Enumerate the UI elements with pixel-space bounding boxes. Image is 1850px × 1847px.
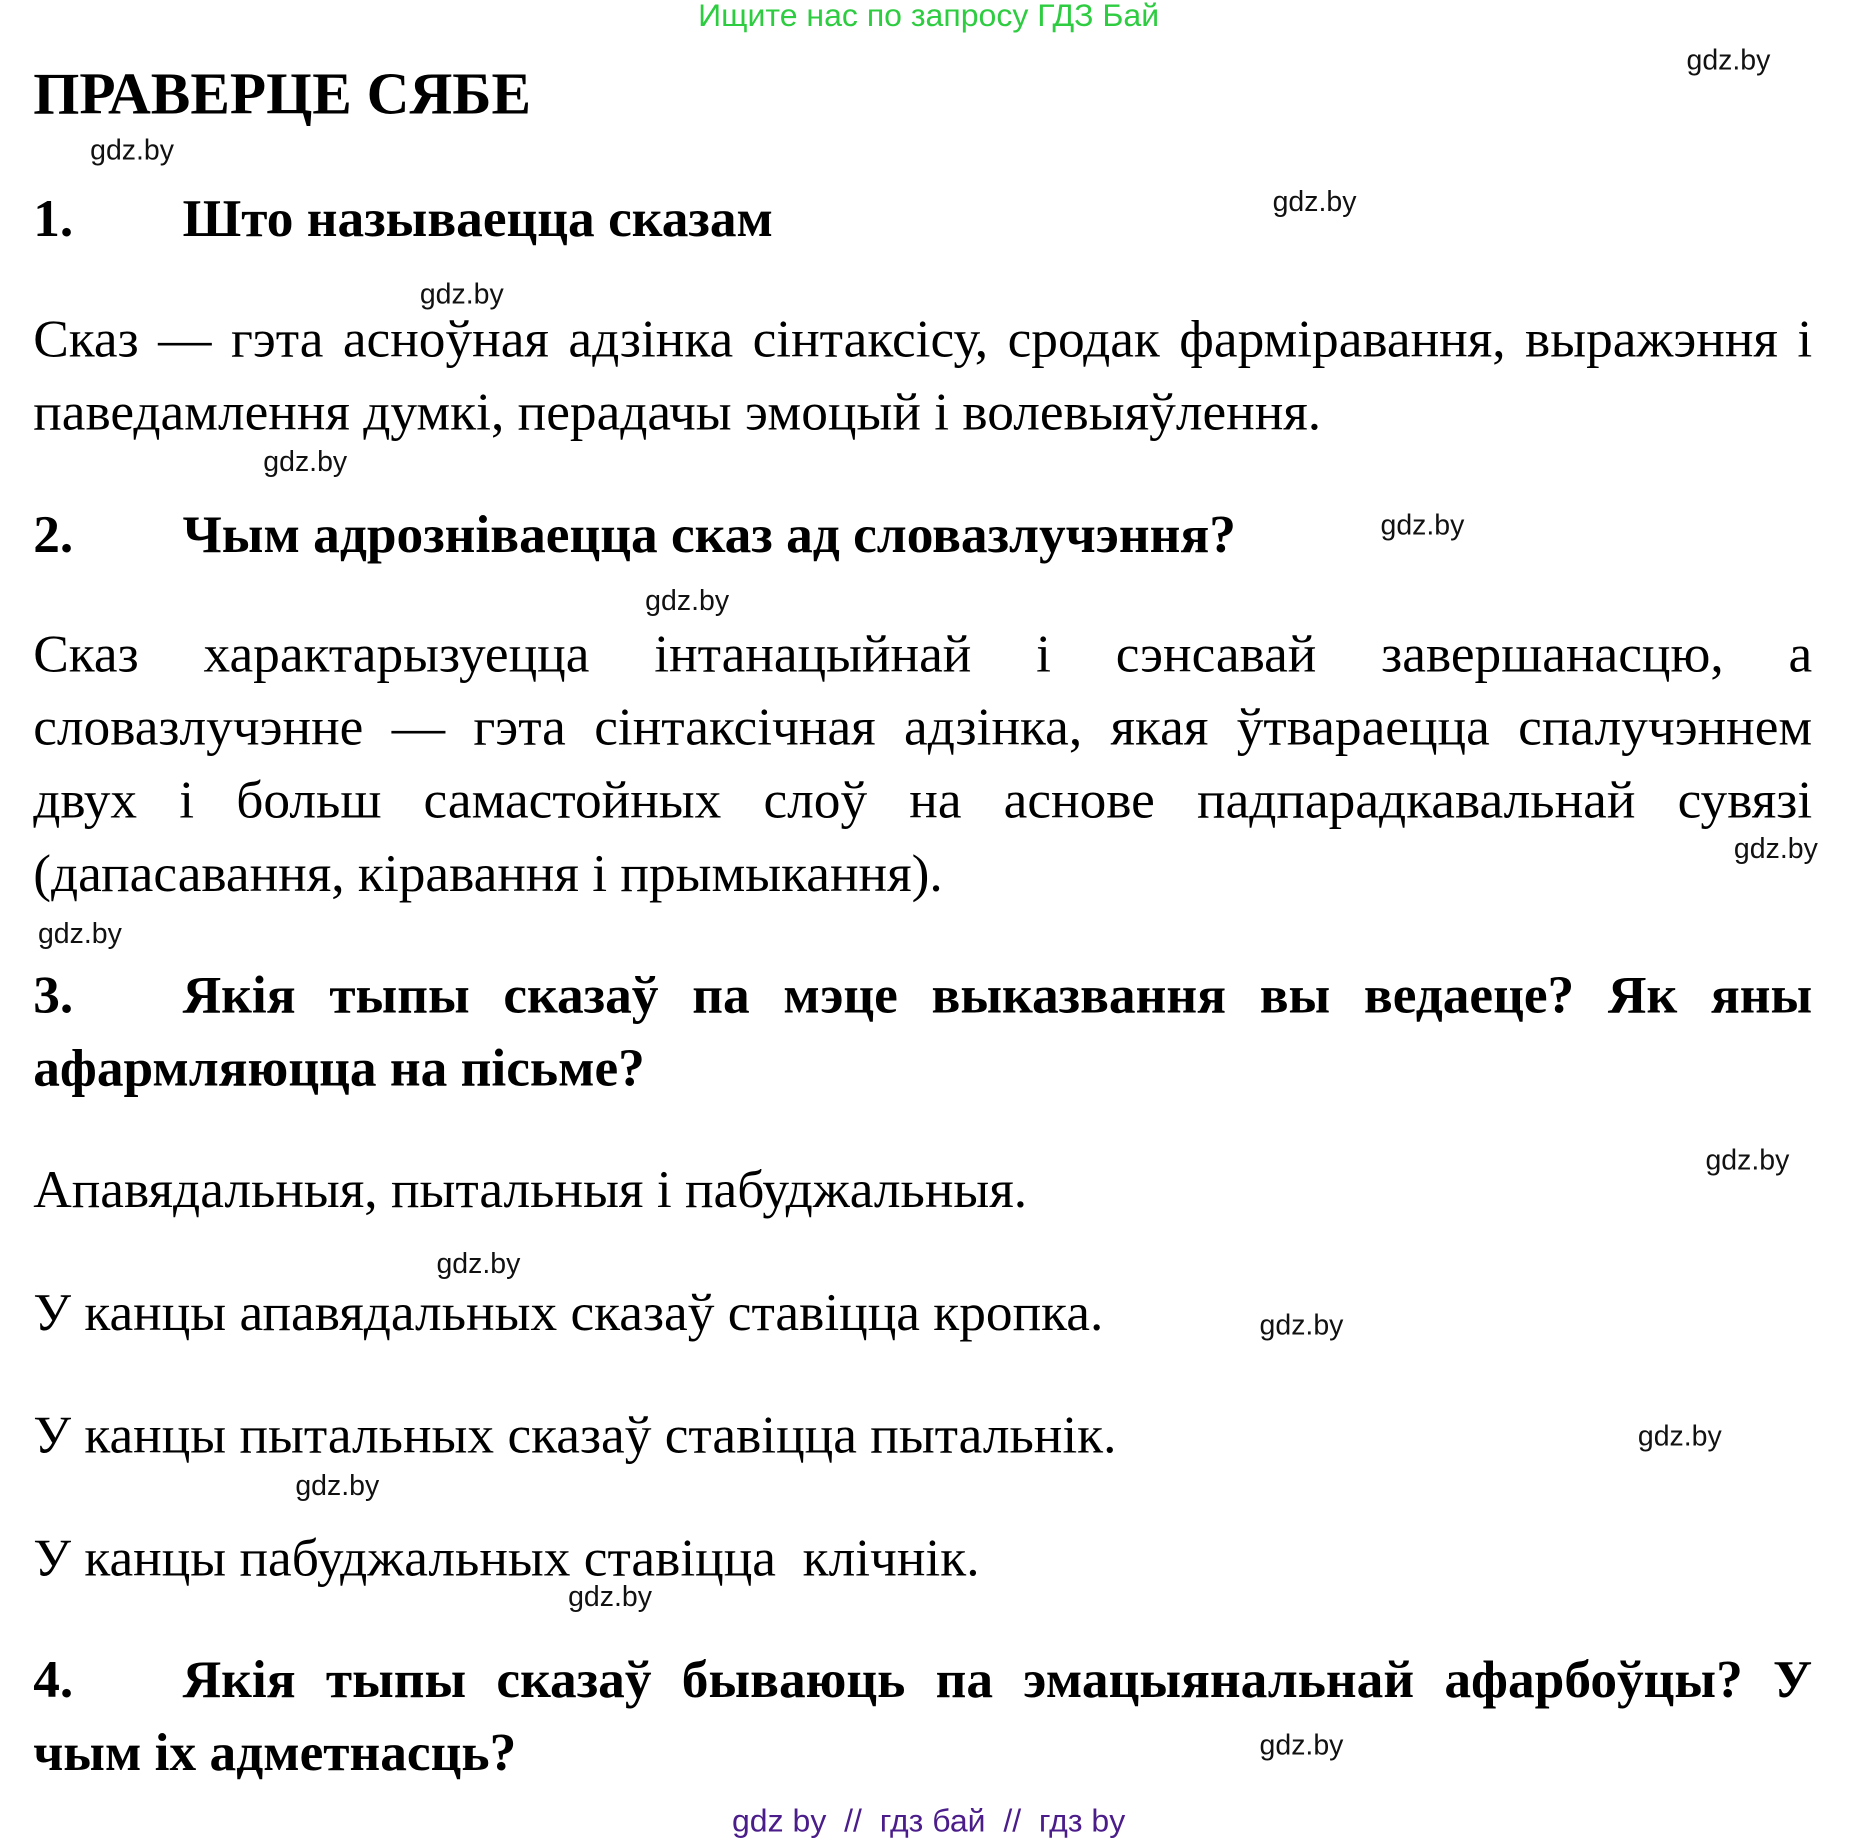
watermark: gdz.by bbox=[1259, 1729, 1344, 1762]
watermark: gdz.by bbox=[1733, 833, 1818, 865]
answer-3c: У канцы пытальных сказаў ставіцца пытальнік. bbox=[33, 1405, 1117, 1465]
answer-3b: У канцы апавядальных сказаў ставіцца кропка. bbox=[33, 1282, 1104, 1342]
watermark: gdz.by bbox=[263, 446, 348, 478]
page-title: ПРАВЕРЦЕ СЯБЕ bbox=[33, 60, 532, 127]
watermark: gdz.by bbox=[645, 585, 730, 618]
watermark: gdz.by bbox=[1380, 509, 1465, 542]
answer-1: Сказ — гэта асноўная адзінка сінтаксісу, сродак фарміравання, выражэння і паведамлення думкі, перадачы эмоцый і волевыяўлення. bbox=[33, 309, 1813, 442]
watermark: gdz.by bbox=[1272, 186, 1357, 219]
question-3: 3. Якія тыпы сказаў па мэце выказвання вы ведаеце? Як яны афармляюцца на пісьме? bbox=[33, 965, 1813, 1098]
answer-3a: Апавядальныя, пытальныя і пабуджальныя. bbox=[33, 1159, 1028, 1219]
watermark: gdz.by bbox=[436, 1248, 521, 1281]
footer-links[interactable]: gdz by // гдз бай // гдз by bbox=[732, 1803, 1126, 1839]
question-4: 4. Якія тыпы сказаў бываюць па эмацыянальнай афарбоўцы? У чым іх адметнасць? bbox=[33, 1649, 1813, 1782]
watermark: gdz.by bbox=[90, 134, 175, 167]
question-2: 2. Чым адрозніваецца сказ ад словазлучэння? bbox=[33, 505, 1236, 565]
question-1: 1. Што называецца сказам bbox=[33, 188, 773, 248]
answer-3d: У канцы пабуджальных ставіцца клічнік. bbox=[33, 1528, 980, 1588]
watermark: gdz.by bbox=[1637, 1420, 1722, 1453]
watermark: gdz.by bbox=[1259, 1309, 1344, 1342]
answer-2: Сказ характарызуецца інтанацыйнай і сэнсавай завершанасцю, а словазлучэнне — гэта сінтаксічная адзінка, якая ўтвараецца спалучэннем двух і больш самастойных слоў на аснове падпарадкавальнай сувязі (дапасавання, кіравання і прымыкання). bbox=[33, 624, 1813, 903]
watermark: gdz.by bbox=[568, 1581, 652, 1614]
watermark: gdz.by bbox=[37, 918, 122, 950]
watermark: gdz.by bbox=[1705, 1144, 1790, 1177]
header-banner[interactable]: Ищите нас по запросу ГДЗ Бай bbox=[698, 0, 1160, 34]
watermark: gdz.by bbox=[295, 1470, 380, 1503]
watermark: gdz.by bbox=[419, 278, 504, 311]
watermark: gdz.by bbox=[1686, 44, 1771, 77]
